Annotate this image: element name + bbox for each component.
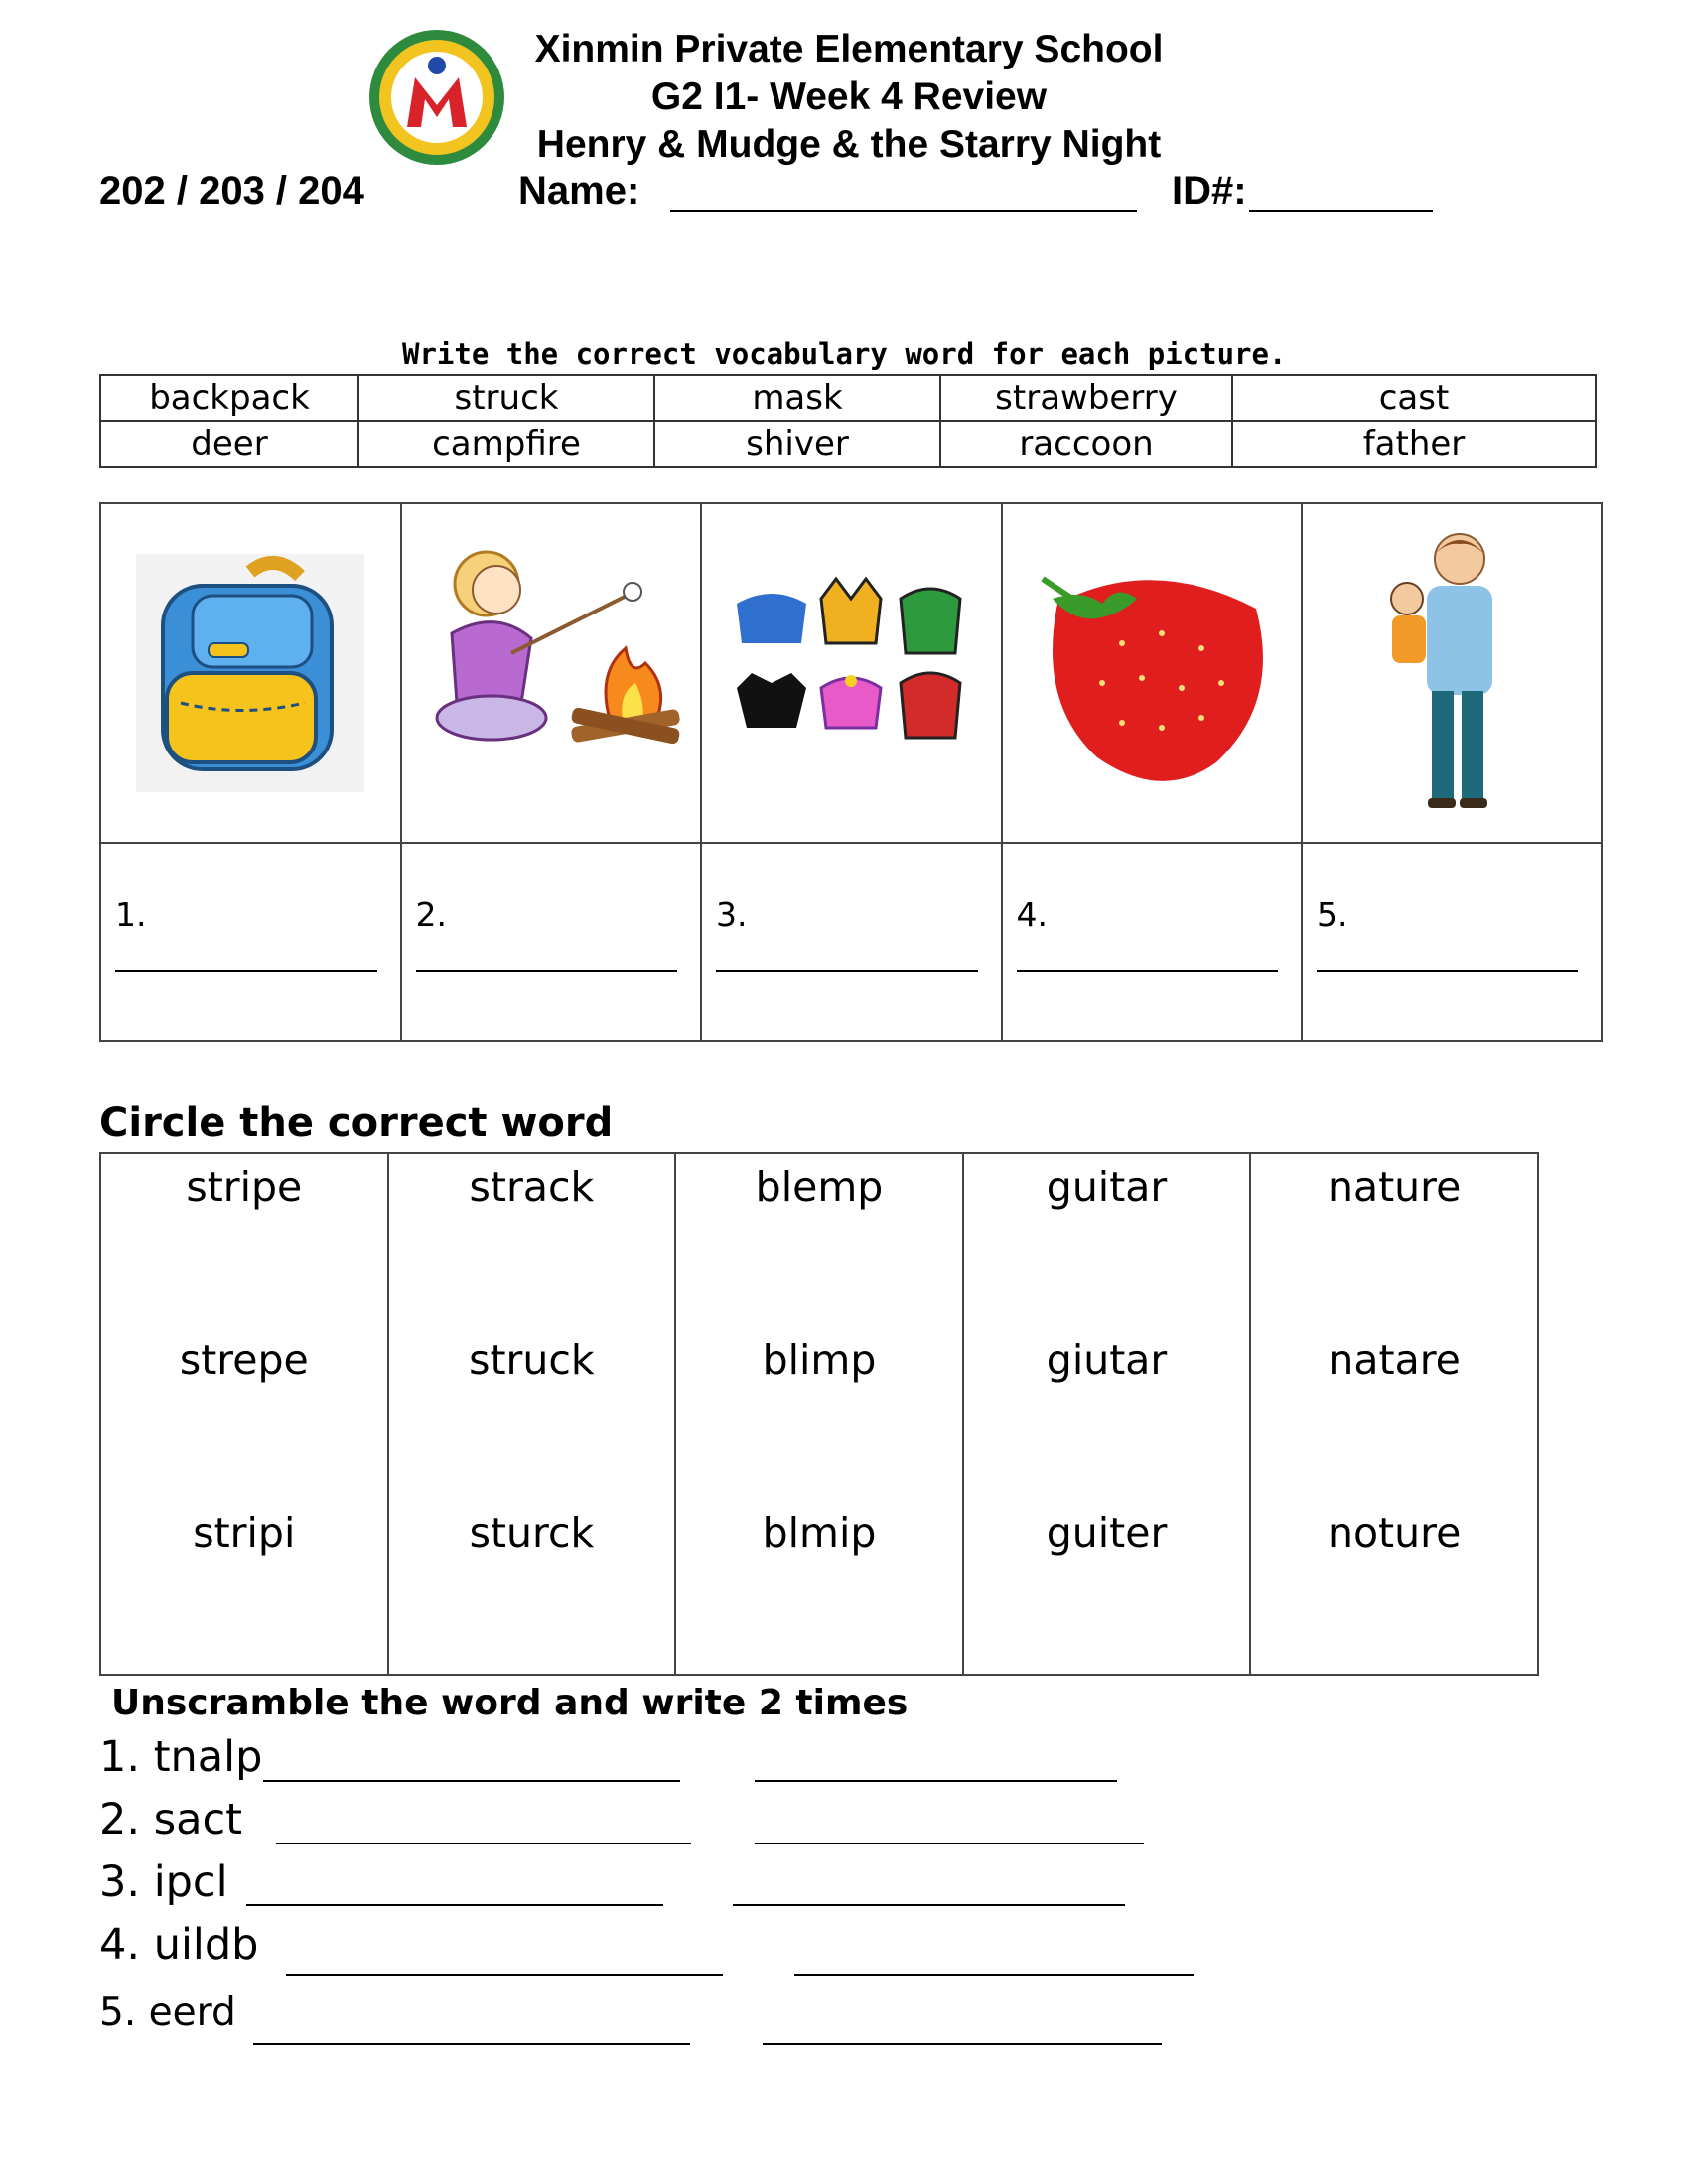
answer-line[interactable] <box>1017 950 1279 972</box>
school-name: Xinmin Private Elementary School <box>534 28 1164 70</box>
worksheet-title: G2 I1- Week 4 Review <box>650 75 1048 118</box>
answer-line[interactable] <box>416 950 678 972</box>
picture-cell <box>1302 503 1602 843</box>
unscramble-item: 1. tnalp <box>99 1732 263 1782</box>
answer-number: 1. <box>115 895 147 934</box>
answer-line[interactable] <box>263 1780 680 1782</box>
choice-column <box>675 1153 963 1675</box>
id-field[interactable] <box>1249 210 1433 212</box>
answer-cell[interactable] <box>1002 843 1303 1041</box>
bank-word: campfire <box>358 421 654 467</box>
unscramble-item: 4. uildb <box>99 1920 259 1970</box>
circle-heading: Circle the correct word <box>99 1100 614 1146</box>
unscramble-heading: Unscramble the word and write 2 times <box>111 1683 909 1723</box>
choice-column <box>388 1153 676 1675</box>
answer-number: 4. <box>1016 895 1048 934</box>
story-title: Henry & Mudge & the Starry Night <box>536 123 1162 166</box>
bank-word: shiver <box>654 421 940 467</box>
answer-cell[interactable] <box>401 843 702 1041</box>
word-bank-row <box>100 375 1596 421</box>
father-icon <box>1303 504 1601 838</box>
bank-word: father <box>1232 421 1596 467</box>
choice-word[interactable]: strack <box>469 1163 595 1211</box>
circle-table <box>99 1152 1539 1676</box>
answer-line[interactable] <box>794 1974 1194 1976</box>
unscramble-item: 5. eerd <box>99 1990 236 2035</box>
choice-word[interactable]: natare <box>1328 1336 1461 1384</box>
choice-word[interactable]: sturck <box>469 1509 595 1557</box>
word-bank <box>99 374 1597 468</box>
class-numbers: 202 / 203 / 204 <box>99 169 364 212</box>
choice-word[interactable]: stripi <box>193 1509 296 1557</box>
picture-table <box>99 502 1603 1042</box>
answer-line[interactable] <box>253 2043 690 2045</box>
picture-cell <box>1002 503 1303 843</box>
bank-word: raccoon <box>940 421 1232 467</box>
answer-line[interactable] <box>286 1974 723 1976</box>
unscramble-item: 2. sact <box>99 1795 242 1844</box>
answer-cell[interactable] <box>701 843 1002 1041</box>
answer-line[interactable] <box>755 1780 1117 1782</box>
picture-cell <box>100 503 401 843</box>
bank-word: deer <box>100 421 358 467</box>
choice-word[interactable]: guiter <box>1046 1509 1168 1557</box>
id-label: ID#: <box>1172 169 1247 212</box>
answer-number: 5. <box>1317 895 1348 934</box>
word-bank-row <box>100 421 1596 467</box>
choice-word[interactable]: guitar <box>1046 1163 1168 1211</box>
answer-line[interactable] <box>1317 950 1578 972</box>
bank-word: struck <box>358 375 654 421</box>
campfire-icon <box>402 504 700 838</box>
masks-icon <box>702 504 1000 838</box>
choice-word[interactable]: giutar <box>1046 1336 1168 1384</box>
picture-cell <box>701 503 1002 843</box>
backpack-icon <box>101 504 399 838</box>
choice-word[interactable]: nature <box>1327 1163 1462 1211</box>
circle-row <box>100 1153 1538 1675</box>
unscramble-item: 3. ipcl <box>99 1857 228 1907</box>
choice-column <box>100 1153 388 1675</box>
bank-word: mask <box>654 375 940 421</box>
answer-line[interactable] <box>755 1843 1144 1844</box>
answer-cell[interactable] <box>100 843 401 1041</box>
choice-column <box>1250 1153 1538 1675</box>
choice-word[interactable]: stripe <box>186 1163 303 1211</box>
bank-word: cast <box>1232 375 1596 421</box>
choice-word[interactable]: blmip <box>762 1509 877 1557</box>
picture-cell <box>401 503 702 843</box>
bank-word: strawberry <box>940 375 1232 421</box>
answer-line[interactable] <box>115 950 377 972</box>
choice-column <box>963 1153 1251 1675</box>
picture-row <box>100 503 1602 843</box>
bank-word: backpack <box>100 375 358 421</box>
choice-word[interactable]: strepe <box>179 1336 309 1384</box>
answer-number: 2. <box>415 895 447 934</box>
choice-word[interactable]: blemp <box>755 1163 884 1211</box>
choice-word[interactable]: blimp <box>762 1336 877 1384</box>
answer-line[interactable] <box>276 1843 691 1844</box>
answer-line[interactable] <box>716 950 978 972</box>
name-label: Name: <box>518 169 640 212</box>
strawberry-icon <box>1003 504 1301 838</box>
choice-word[interactable]: noture <box>1327 1509 1462 1557</box>
name-field[interactable] <box>670 210 1137 212</box>
answer-line[interactable] <box>763 2043 1162 2045</box>
answer-line[interactable] <box>246 1904 663 1906</box>
answer-row <box>100 843 1602 1041</box>
choice-word[interactable]: struck <box>469 1336 595 1384</box>
answer-cell[interactable] <box>1302 843 1602 1041</box>
answer-number: 3. <box>716 895 748 934</box>
answer-line[interactable] <box>733 1904 1125 1906</box>
vocab-instruction: Write the correct vocabulary word for each picture. <box>402 338 1287 371</box>
